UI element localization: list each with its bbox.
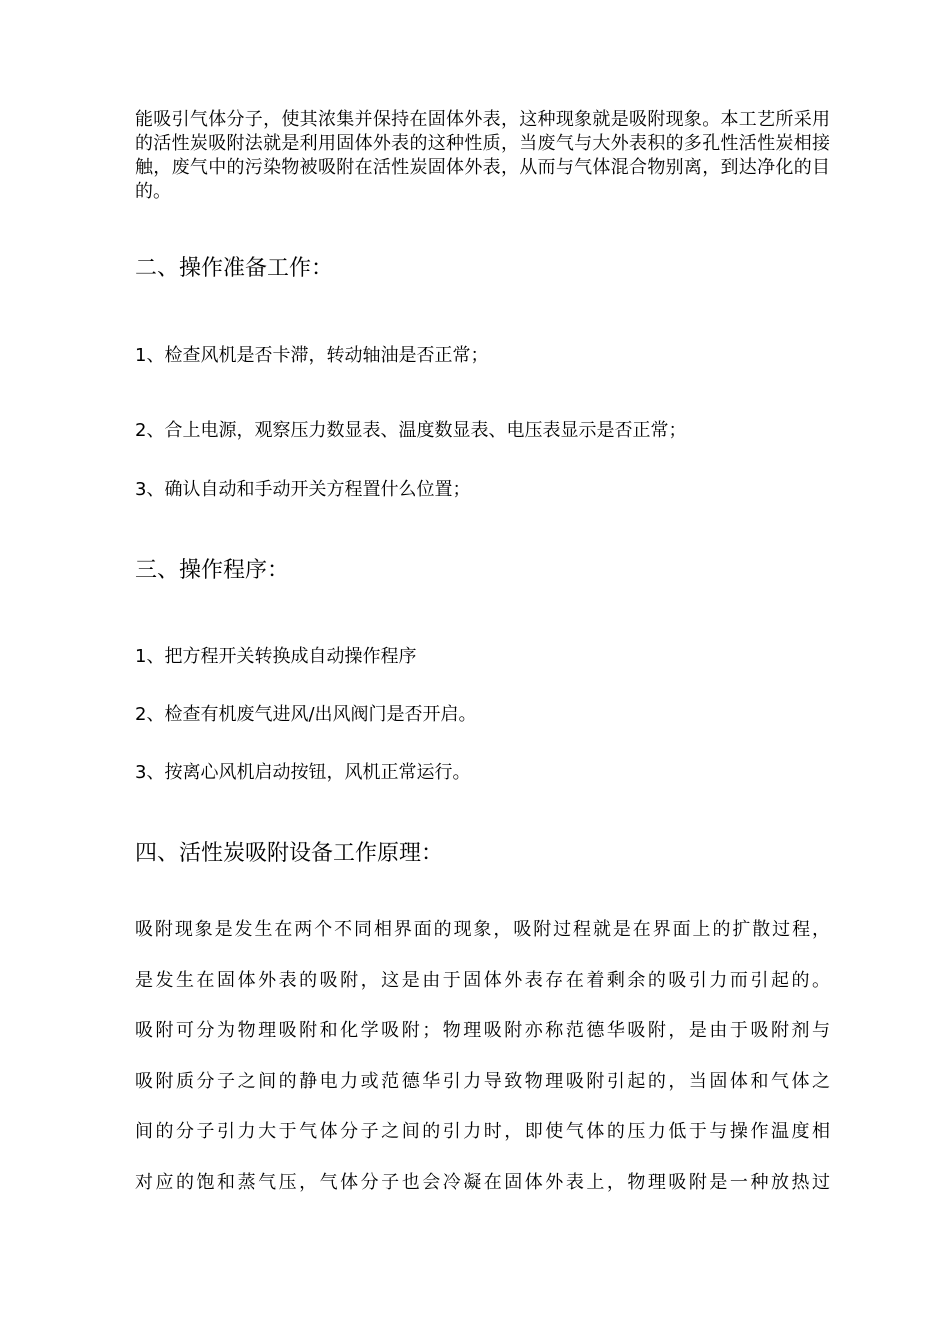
list-item: 1、把方程开关转换成自动操作程序 (135, 646, 417, 667)
list-item: 3、按离心风机启动按钮，风机正常运行。 (135, 762, 471, 783)
body-text-line: 吸附质分子之间的静电力或范德华引力导致物理吸附引起的，当固体和气体之 (135, 1071, 830, 1092)
body-text-line: 对应的饱和蒸气压，气体分子也会冷凝在固体外表上，物理吸附是一种放热过 (135, 1172, 830, 1193)
body-text-line: 间的分子引力大于气体分子之间的引力时，即使气体的压力低于与操作温度相 (135, 1121, 830, 1142)
list-item: 2、合上电源，观察压力数显表、温度数显表、电压表显示是否正常； (135, 420, 687, 441)
body-text-line: 吸附现象是发生在两个不同相界面的现象，吸附过程就是在界面上的扩散过程， (135, 919, 830, 940)
section-heading-procedure: 三、操作程序： (135, 558, 290, 583)
list-item: 1、检查风机是否卡滞，转动轴油是否正常； (135, 345, 489, 366)
body-text-line: 是发生在固体外表的吸附，这是由于固体外表存在着剩余的吸引力而引起的。 (135, 970, 830, 991)
intro-paragraph: 能吸引气体分子，使其浓集并保持在固体外表，这种现象就是吸附现象。本工艺所采用的活性炭吸附法就是利用固体外表的这种性质，当废气与大外表积的多孔性活性炭相接触，废气中的污染物被吸附在活性炭固体外表，从而与气体混合物别离，到达净化的目的。 (135, 109, 830, 202)
body-text-line: 吸附可分为物理吸附和化学吸附；物理吸附亦称范德华吸附，是由于吸附剂与 (135, 1020, 830, 1041)
list-item: 3、确认自动和手动开关方程置什么位置； (135, 479, 471, 500)
section-heading-principle: 四、活性炭吸附设备工作原理： (135, 841, 444, 866)
section-heading-preparation: 二、操作准备工作： (135, 256, 334, 281)
list-item: 2、检查有机废气进风/出风阀门是否开启。 (135, 704, 477, 725)
